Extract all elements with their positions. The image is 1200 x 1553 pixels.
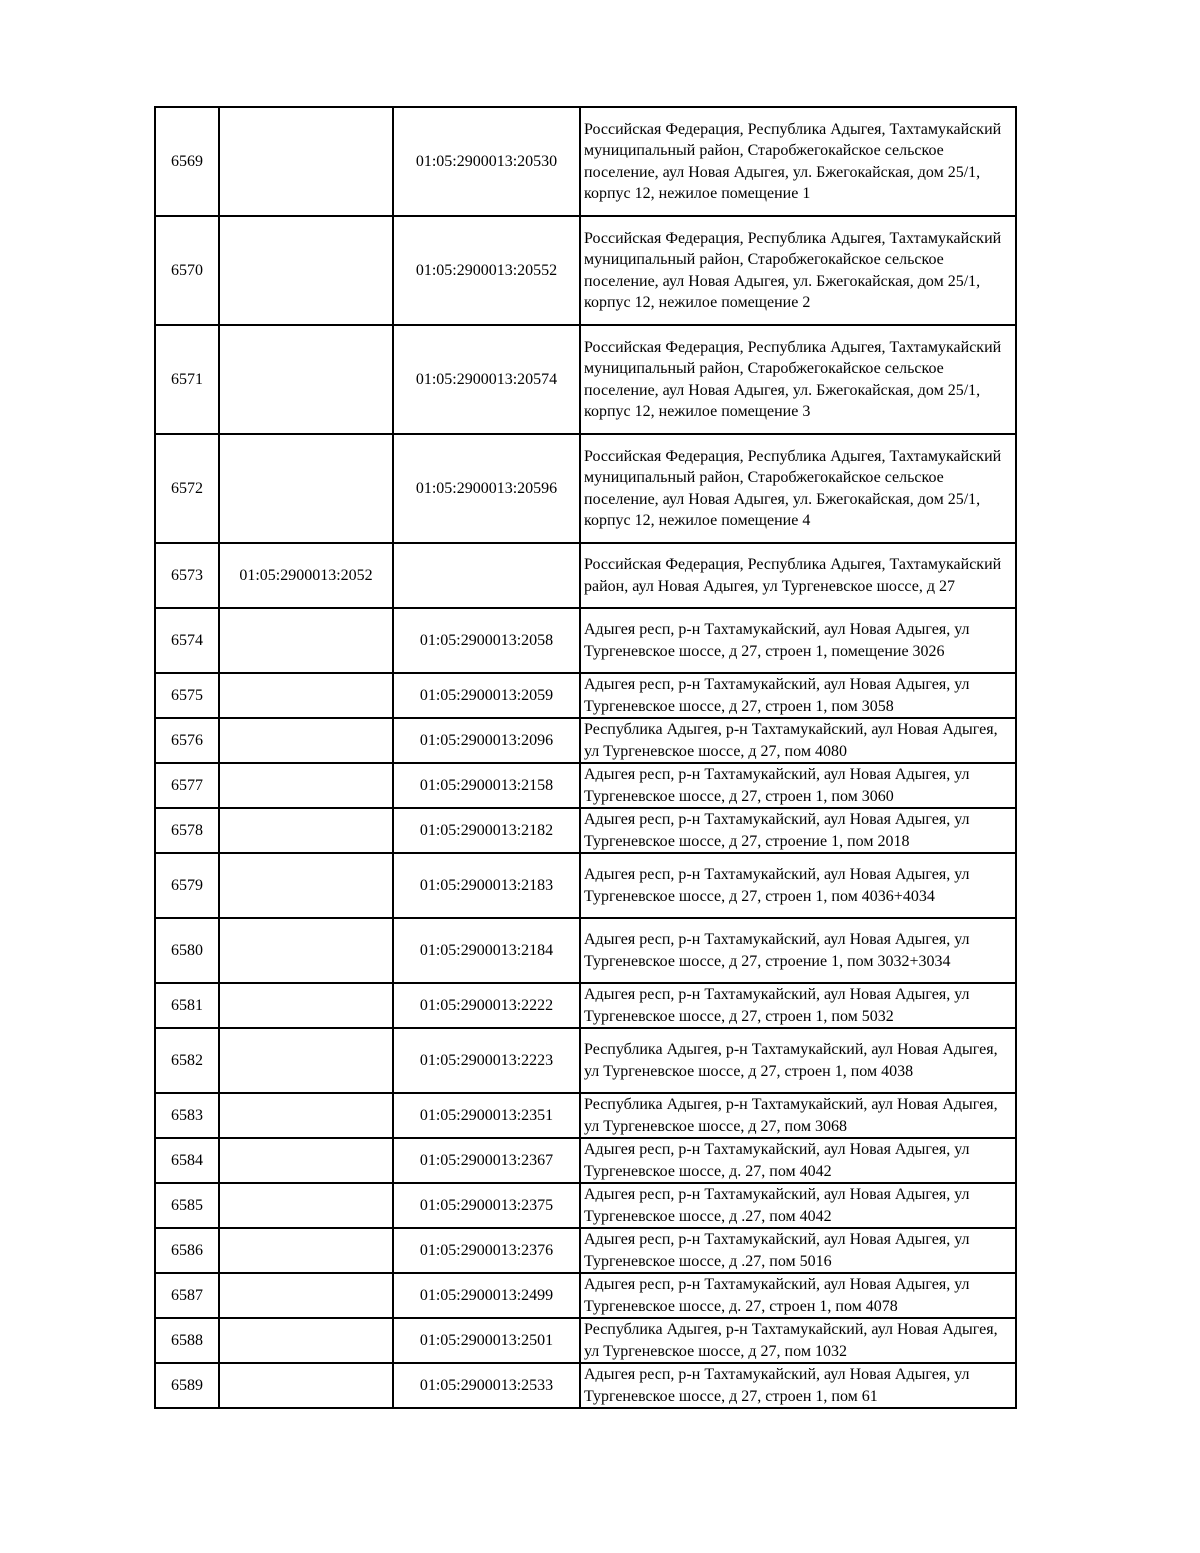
row-number: 6580 bbox=[155, 918, 219, 983]
cadastral-number-premises: 01:05:2900013:2533 bbox=[393, 1363, 580, 1408]
address: Адыгея респ, р-н Тахтамукайский, аул Новая Адыгея, ул Тургеневское шоссе, д 27, строен 1, пом 3058 bbox=[580, 673, 1016, 718]
table-row bbox=[155, 918, 1016, 983]
cadastral-number-building bbox=[219, 673, 393, 718]
cadastral-number-premises: 01:05:2900013:2184 bbox=[393, 918, 580, 983]
row-number: 6573 bbox=[155, 543, 219, 608]
row-number: 6586 bbox=[155, 1228, 219, 1273]
cadastral-number-premises: 01:05:2900013:20552 bbox=[393, 216, 580, 325]
row-number: 6577 bbox=[155, 763, 219, 808]
row-number: 6585 bbox=[155, 1183, 219, 1228]
cadastral-number-premises: 01:05:2900013:2158 bbox=[393, 763, 580, 808]
cadastral-number-building: 01:05:2900013:2052 bbox=[219, 543, 393, 608]
row-number: 6581 bbox=[155, 983, 219, 1028]
table-row bbox=[155, 608, 1016, 673]
cadastral-number-building bbox=[219, 216, 393, 325]
cadastral-number-building bbox=[219, 808, 393, 853]
table-row bbox=[155, 543, 1016, 608]
cadastral-number-premises: 01:05:2900013:2059 bbox=[393, 673, 580, 718]
row-number: 6587 bbox=[155, 1273, 219, 1318]
cadastral-number-premises: 01:05:2900013:2375 bbox=[393, 1183, 580, 1228]
cadastral-number-building bbox=[219, 918, 393, 983]
cadastral-number-building bbox=[219, 1228, 393, 1273]
table-row bbox=[155, 1028, 1016, 1093]
row-number: 6588 bbox=[155, 1318, 219, 1363]
address: Республика Адыгея, р-н Тахтамукайский, аул Новая Адыгея, ул Тургеневское шоссе, д 27, пом 4080 bbox=[580, 718, 1016, 763]
address: Адыгея респ, р-н Тахтамукайский, аул Новая Адыгея, ул Тургеневское шоссе, д 27, строен 1, пом 3060 bbox=[580, 763, 1016, 808]
cadastral-number-premises: 01:05:2900013:2499 bbox=[393, 1273, 580, 1318]
row-number: 6583 bbox=[155, 1093, 219, 1138]
cadastral-number-building bbox=[219, 1273, 393, 1318]
table-row bbox=[155, 808, 1016, 853]
row-number: 6579 bbox=[155, 853, 219, 918]
cadastral-number-premises: 01:05:2900013:2182 bbox=[393, 808, 580, 853]
cadastral-number-building bbox=[219, 1093, 393, 1138]
table-row bbox=[155, 107, 1016, 216]
address: Российская Федерация, Республика Адыгея, Тахтамукайский муниципальный район, Старобжегокайское сельское поселение, аул Новая Адыгея, ул. Бжегокайская, дом 25/1, корпус 12, нежилое помещение 4 bbox=[580, 434, 1016, 543]
address: Российская Федерация, Республика Адыгея, Тахтамукайский район, аул Новая Адыгея, ул Тургеневское шоссе, д 27 bbox=[580, 543, 1016, 608]
table-row bbox=[155, 853, 1016, 918]
cadastral-number-building bbox=[219, 1138, 393, 1183]
address: Адыгея респ, р-н Тахтамукайский, аул Новая Адыгея, ул Тургеневское шоссе, д 27, строен 1, помещение 3026 bbox=[580, 608, 1016, 673]
row-number: 6582 bbox=[155, 1028, 219, 1093]
cadastral-number-premises: 01:05:2900013:2351 bbox=[393, 1093, 580, 1138]
row-number: 6574 bbox=[155, 608, 219, 673]
cadastral-number-premises: 01:05:2900013:20574 bbox=[393, 325, 580, 434]
cadastral-number-building bbox=[219, 853, 393, 918]
row-number: 6578 bbox=[155, 808, 219, 853]
address: Российская Федерация, Республика Адыгея, Тахтамукайский муниципальный район, Старобжегокайское сельское поселение, аул Новая Адыгея, ул. Бжегокайская, дом 25/1, корпус 12, нежилое помещение 1 bbox=[580, 107, 1016, 216]
cadastral-number-premises: 01:05:2900013:2367 bbox=[393, 1138, 580, 1183]
cadastral-number-building bbox=[219, 107, 393, 216]
table-row bbox=[155, 1183, 1016, 1228]
address: Республика Адыгея, р-н Тахтамукайский, аул Новая Адыгея, ул Тургеневское шоссе, д 27, пом 3068 bbox=[580, 1093, 1016, 1138]
cadastral-number-building bbox=[219, 434, 393, 543]
address: Адыгея респ, р-н Тахтамукайский, аул Новая Адыгея, ул Тургеневское шоссе, д .27, пом 5016 bbox=[580, 1228, 1016, 1273]
cadastral-number-building bbox=[219, 983, 393, 1028]
address: Адыгея респ, р-н Тахтамукайский, аул Новая Адыгея, ул Тургеневское шоссе, д 27, строен 1, пом 5032 bbox=[580, 983, 1016, 1028]
cadastral-number-premises: 01:05:2900013:2223 bbox=[393, 1028, 580, 1093]
row-number: 6589 bbox=[155, 1363, 219, 1408]
row-number: 6584 bbox=[155, 1138, 219, 1183]
cadastral-number-premises: 01:05:2900013:2376 bbox=[393, 1228, 580, 1273]
property-registry-table bbox=[154, 106, 1017, 1409]
cadastral-number-building bbox=[219, 1318, 393, 1363]
cadastral-number-building bbox=[219, 325, 393, 434]
row-number: 6575 bbox=[155, 673, 219, 718]
cadastral-number-premises: 01:05:2900013:20530 bbox=[393, 107, 580, 216]
address: Республика Адыгея, р-н Тахтамукайский, аул Новая Адыгея, ул Тургеневское шоссе, д 27, строен 1, пом 4038 bbox=[580, 1028, 1016, 1093]
row-number: 6569 bbox=[155, 107, 219, 216]
table-row bbox=[155, 1273, 1016, 1318]
cadastral-number-building bbox=[219, 718, 393, 763]
row-number: 6570 bbox=[155, 216, 219, 325]
cadastral-number-building bbox=[219, 608, 393, 673]
address: Адыгея респ, р-н Тахтамукайский, аул Новая Адыгея, ул Тургеневское шоссе, д .27, пом 4042 bbox=[580, 1183, 1016, 1228]
cadastral-number-premises: 01:05:2900013:20596 bbox=[393, 434, 580, 543]
table-row bbox=[155, 1363, 1016, 1408]
cadastral-number-premises: 01:05:2900013:2058 bbox=[393, 608, 580, 673]
row-number: 6571 bbox=[155, 325, 219, 434]
address: Республика Адыгея, р-н Тахтамукайский, аул Новая Адыгея, ул Тургеневское шоссе, д 27, пом 1032 bbox=[580, 1318, 1016, 1363]
table-row bbox=[155, 1228, 1016, 1273]
table-row bbox=[155, 983, 1016, 1028]
table-row bbox=[155, 1318, 1016, 1363]
address: Адыгея респ, р-н Тахтамукайский, аул Новая Адыгея, ул Тургеневское шоссе, д. 27, пом 4042 bbox=[580, 1138, 1016, 1183]
cadastral-number-building bbox=[219, 1028, 393, 1093]
table-row bbox=[155, 718, 1016, 763]
table-row bbox=[155, 1093, 1016, 1138]
row-number: 6572 bbox=[155, 434, 219, 543]
table-row bbox=[155, 216, 1016, 325]
table-row bbox=[155, 1138, 1016, 1183]
table-row bbox=[155, 434, 1016, 543]
row-number: 6576 bbox=[155, 718, 219, 763]
address: Адыгея респ, р-н Тахтамукайский, аул Новая Адыгея, ул Тургеневское шоссе, д 27, строение 1, пом 2018 bbox=[580, 808, 1016, 853]
cadastral-number-premises bbox=[393, 543, 580, 608]
cadastral-number-premises: 01:05:2900013:2183 bbox=[393, 853, 580, 918]
cadastral-number-premises: 01:05:2900013:2222 bbox=[393, 983, 580, 1028]
cadastral-number-building bbox=[219, 1363, 393, 1408]
address: Российская Федерация, Республика Адыгея, Тахтамукайский муниципальный район, Старобжегокайское сельское поселение, аул Новая Адыгея, ул. Бжегокайская, дом 25/1, корпус 12, нежилое помещение 2 bbox=[580, 216, 1016, 325]
address: Адыгея респ, р-н Тахтамукайский, аул Новая Адыгея, ул Тургеневское шоссе, д. 27, строен 1, пом 4078 bbox=[580, 1273, 1016, 1318]
cadastral-number-building bbox=[219, 763, 393, 808]
table-row bbox=[155, 325, 1016, 434]
address: Адыгея респ, р-н Тахтамукайский, аул Новая Адыгея, ул Тургеневское шоссе, д 27, строен 1, пом 61 bbox=[580, 1363, 1016, 1408]
table-row bbox=[155, 673, 1016, 718]
cadastral-number-building bbox=[219, 1183, 393, 1228]
address: Адыгея респ, р-н Тахтамукайский, аул Новая Адыгея, ул Тургеневское шоссе, д 27, строение 1, пом 3032+3034 bbox=[580, 918, 1016, 983]
table-row bbox=[155, 763, 1016, 808]
address: Адыгея респ, р-н Тахтамукайский, аул Новая Адыгея, ул Тургеневское шоссе, д 27, строен 1, пом 4036+4034 bbox=[580, 853, 1016, 918]
cadastral-number-premises: 01:05:2900013:2096 bbox=[393, 718, 580, 763]
cadastral-number-premises: 01:05:2900013:2501 bbox=[393, 1318, 580, 1363]
address: Российская Федерация, Республика Адыгея, Тахтамукайский муниципальный район, Старобжегокайское сельское поселение, аул Новая Адыгея, ул. Бжегокайская, дом 25/1, корпус 12, нежилое помещение 3 bbox=[580, 325, 1016, 434]
